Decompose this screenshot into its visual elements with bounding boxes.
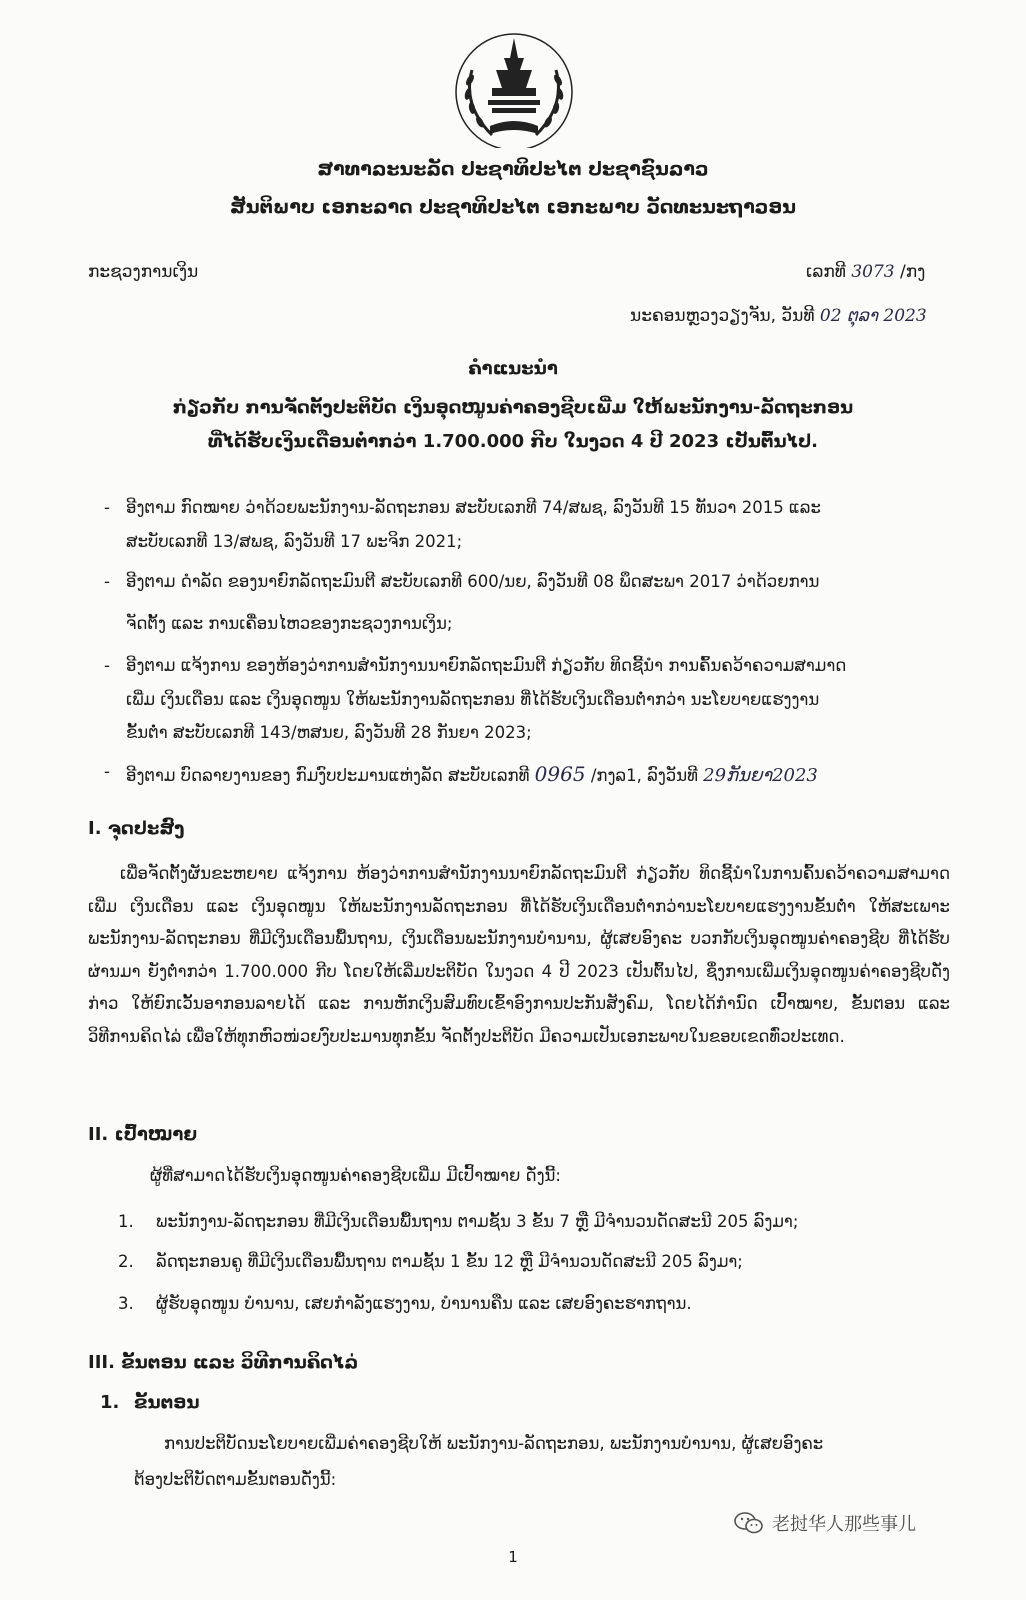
republic-header: ສາທາລະນະລັດ ປະຊາທິປະໄຕ ປະຊາຊົນລາວ (317, 158, 709, 180)
doc-number-label: ເລກທີ (806, 262, 846, 282)
reference-dash: - (104, 656, 110, 675)
wechat-icon (734, 1511, 764, 1535)
place-date-line (630, 306, 927, 326)
section-3-heading: III. ຂັ້ນຕອນ ແລະ ວິທີການຄິດໄລ່ (88, 1352, 359, 1373)
section-3-subheading: 1. ຂັ້ນຕອນ (100, 1392, 200, 1413)
section-2-heading: II. ເປົ້າໝາຍ (88, 1124, 198, 1145)
reference-3-line3: ຂັ້ນຕ່ຳ ສະບັບເລກທີ 143/ຫສນຍ, ລົງວັນທີ 28 ກັນຍາ 2023; (126, 723, 532, 742)
target-item: 3. ຜູ້ຮັບອຸດໜູນ ບຳນານ, ເສຍກຳລັງແຮງງານ, ບຳນານຄືນ ແລະ ເສຍອົງຄະຮາກຖານ. (118, 1294, 692, 1313)
reference-1-line2: ສະບັບເລກທີ 13/ສພຊ, ລົງວັນທີ 17 ພະຈິກ 2021; (126, 532, 463, 551)
place-date-label: ນະຄອນຫຼວງວຽງຈັນ, ວັນທີ (630, 306, 815, 326)
section-2-intro: ຜູ້ທີ່ສາມາດໄດ້ຮັບເງິນອຸດໜູນຄ່າຄອງຊີບເພີ່ມ ມີເປົ້າໝາຍ ດັ່ງນີ້: (150, 1166, 561, 1185)
section-1-body (88, 858, 950, 1053)
watermark-text: 老挝华人那些事儿 (772, 1514, 916, 1535)
document-subject-line2: ທີ່ໄດ້ຮັບເງິນເດືອນຕ່ຳກວ່າ 1.700.000 ກີບ ໃນງວດ 4 ປີ 2023 ເປັນຕົ້ນໄປ. (207, 431, 819, 452)
target-item: 2. ລັດຖະກອນຄູ ທີ່ມີເງິນເດືອນພື້ນຖານ ຕາມຊັ້ນ 1 ຂັ້ນ 12 ຫຼື ມີຈຳນວນດັດສະນີ 205 ລົງມາ; (118, 1252, 743, 1271)
section-1-heading: I. ຈຸດປະສົງ (88, 818, 185, 839)
reference-dash: - (104, 762, 110, 781)
reference-dash: - (104, 572, 110, 591)
national-emblem-icon (452, 30, 576, 148)
reference-3-line2: ເພີ່ມ ເງິນເດືອນ ແລະ ເງິນອຸດໜູນ ໃຫ້ພະນັກງານລັດຖະກອນ ທີ່ໄດ້ຮັບເງິນເດືອນຕ່ຳກວ່າ ນະໂຍບາຍແຮງງານ (126, 690, 820, 709)
reference-dash: - (104, 498, 110, 517)
section-3-body-line2: ຕ້ອງປະຕິບັດຕາມຂັ້ນຕອນດັ່ງນີ້: (134, 1470, 337, 1489)
reference-2-line1: ອີງຕາມ ດຳລັດ ຂອງນາຍົກລັດຖະມົນຕີ ສະບັບເລກທີ 600/ນຍ, ລົງວັນທີ 08 ພຶດສະພາ 2017 ວ່າດ້ວຍການ (126, 572, 820, 591)
target-item: 1. ພະນັກງານ-ລັດຖະກອນ ທີ່ມີເງິນເດືອນພື້ນຖານ ຕາມຊັ້ນ 3 ຂັ້ນ 7 ຫຼື ມີຈຳນວນດັດສະນີ 205 ລົງມາ; (118, 1212, 799, 1231)
reference-4-handwritten-date: 29ກັນຍາ2023 (703, 765, 818, 786)
reference-4-text-a: ອີງຕາມ ບົດລາຍງານຂອງ ກົມງົບປະມານແຫ່ງລັດ ສະບັບເລກທີ (126, 766, 530, 785)
date-handwritten: 02 ຕຸລາ 2023 (819, 306, 927, 326)
motto-header: ສັນຕິພາບ ເອກະລາດ ປະຊາທິປະໄຕ ເອກະພາບ ວັດທະນະຖາວອນ (230, 196, 796, 218)
section-1-body-text: ເພື່ອຈັດຕັ້ງຜັນຂະຫຍາຍ ແຈ້ງການ ຫ້ອງວ່າການສຳນັກງານນາຍົກລັດຖະມົນຕີ ກ່ຽວກັບ ທິດຊີ້ນຳໃນການຄົ້ນຄວ້າຄວາມສາມາດເພີ່ມ ເງິນເດືອນ ແລະ ເງິນອຸດໜູນ ໃຫ້ພະນັກງານລັດຖະກອນ ທີ່ໄດ້ຮັບເງິນເດືອນຕ່ຳກວ່ານະໂຍບາຍແຮງງານຂັ້ນຕ່ຳ ໃຫ້ສະເພາະ ພະນັກງານ-ລັດຖະກອນ ທີ່ມີເງິນເດືອນພື້ນຖານ, ເງິນເດືອນພະນັກງານບຳນານ, ຜູ້ເສຍອົງຄະ ບວກກັບເງິນອຸດໜູນຄ່າຄອງຊີບ ທີ່ໄດ້ຮັບຜ່ານມາ ຍັງຕ່ຳກວ່າ 1.700.000 ກີບ ໂດຍໃຫ້ເລີ່ມປະຕິບັດ ໃນງວດ 4 ປີ 2023 ເປັນຕົ້ນໄປ, ຊຶ່ງການເພີ່ມເງິນອຸດໜູນຄ່າຄອງຊີບດັ່ງກ່າວ ໃຫ້ຍົກເວັ້ນອາກອນລາຍໄດ້ ແລະ ການຫັກເງິນສົມທົບເຂົ້າອົງການປະກັນສັງຄົມ, ໂດຍໄດ້ກຳນົດ ເປົ້າໝາຍ, ຂັ້ນຕອນ ແລະ ວິທີການຄິດໄລ່ ເພື່ອໃຫ້ທຸກຫົວໜ່ວຍງົບປະມານທຸກຂັ້ນ ຈັດຕັ້ງປະຕິບັດ ມີຄວາມເປັນເອກະພາບໃນຂອບເຂດທົ່ວປະເທດ. (88, 864, 950, 1046)
section-3-body-line1: ການປະຕິບັດນະໂຍບາຍເພີ່ມຄ່າຄອງຊີບໃຫ້ ພະນັກງານ-ລັດຖະກອນ, ພະນັກງານບຳນານ, ຜູ້ເສຍອົງຄະ (164, 1434, 824, 1453)
document-title: ຄຳແນະນຳ (468, 358, 558, 379)
reference-1-line1: ອີງຕາມ ກົດໝາຍ ວ່າດ້ວຍພະນັກງານ-ລັດຖະກອນ ສະບັບເລກທີ 74/ສພຊ, ລົງວັນທີ 15 ທັນວາ 2015 ແລະ (126, 498, 821, 517)
ministry-name: ກະຊວງການເງິນ (88, 262, 199, 282)
reference-2-line2: ຈັດຕັ້ງ ແລະ ການເຄື່ອນໄຫວຂອງກະຊວງການເງິນ; (126, 614, 453, 633)
doc-number-handwritten: 3073 (851, 262, 895, 282)
document-number (806, 262, 925, 282)
reference-4-text-b: /ກງລ1, ລົງວັນທີ (590, 766, 698, 785)
reference-4-handwritten-number: 0965 (534, 762, 586, 786)
reference-3-line1: ອີງຕາມ ແຈ້ງການ ຂອງຫ້ອງວ່າການສຳນັກງານນາຍົກລັດຖະມົນຕີ ກ່ຽວກັບ ທິດຊີ້ນຳ ການຄົ້ນຄວ້າຄວາມສາມາດ (126, 656, 847, 675)
wechat-watermark (734, 1510, 916, 1536)
reference-4 (126, 762, 818, 786)
doc-number-suffix: /ກງ (900, 262, 926, 282)
document-subject-line1: ກ່ຽວກັບ ການຈັດຕັ້ງປະຕິບັດ ເງິນອຸດໜູນຄ່າຄອງຊີບເພີ່ມ ໃຫ້ພະນັກງານ-ລັດຖະກອນ (172, 397, 854, 418)
page-number: 1 (508, 1548, 518, 1566)
